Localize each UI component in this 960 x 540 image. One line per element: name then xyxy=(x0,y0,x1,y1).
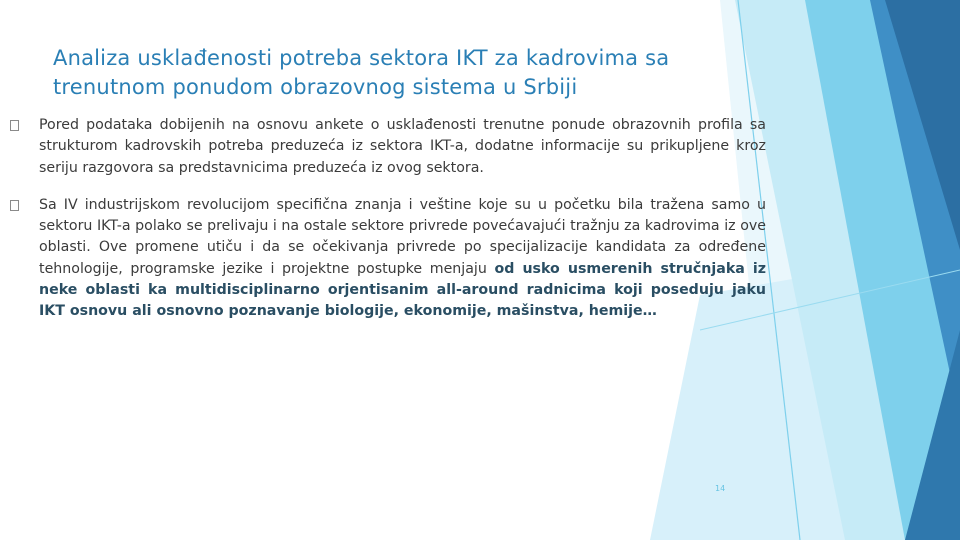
bullet-text-1: Pored podataka dobijenih na osnovu ankete o usklađenosti trenutne ponude obrazovnih profila sa strukturom kadrovskih potreba preduzeća iz sektora IKT-a, dodatne informacije su prikupljene kroz seriju razgovora sa predstavnicima preduzeća iz ovog sektora. xyxy=(39,117,766,176)
bullet-item-2 xyxy=(10,195,766,323)
bullet-text-2-emphasis: od usko usmerenih stručnjaka iz neke oblasti ka multidisciplinarno orjentisanim all-around radnicima koji poseduju jaku IKT osnovu ali osnovno poznavanje biologije, ekonomije, mašinstva, hemije… xyxy=(39,260,767,320)
bullet-box-icon xyxy=(10,200,19,211)
bullet-list xyxy=(10,115,766,339)
bullet-item-1 xyxy=(10,115,766,179)
bullet-text-2: Sa IV industrijskom revolucijom specifična znanja i veštine koje su u početku bila tražena samo u sektoru IKT-a polako se prelivaju i na ostale sektore privrede povećavajući tražnju za kadrovima iz ove oblasti. Ove promene utiču i da se očekivanja privrede po specijalizacije kandidata za određene tehnologije, programske jezike i projektne postupke menjaju xyxy=(39,196,766,277)
bullet-box-icon xyxy=(10,120,19,131)
slide-title: Analiza usklađenosti potreba sektora IKT za kadrovima sa trenutnom ponudom obrazovnog sistema u Srbiji xyxy=(53,46,670,99)
page-number: 14 xyxy=(715,484,726,493)
